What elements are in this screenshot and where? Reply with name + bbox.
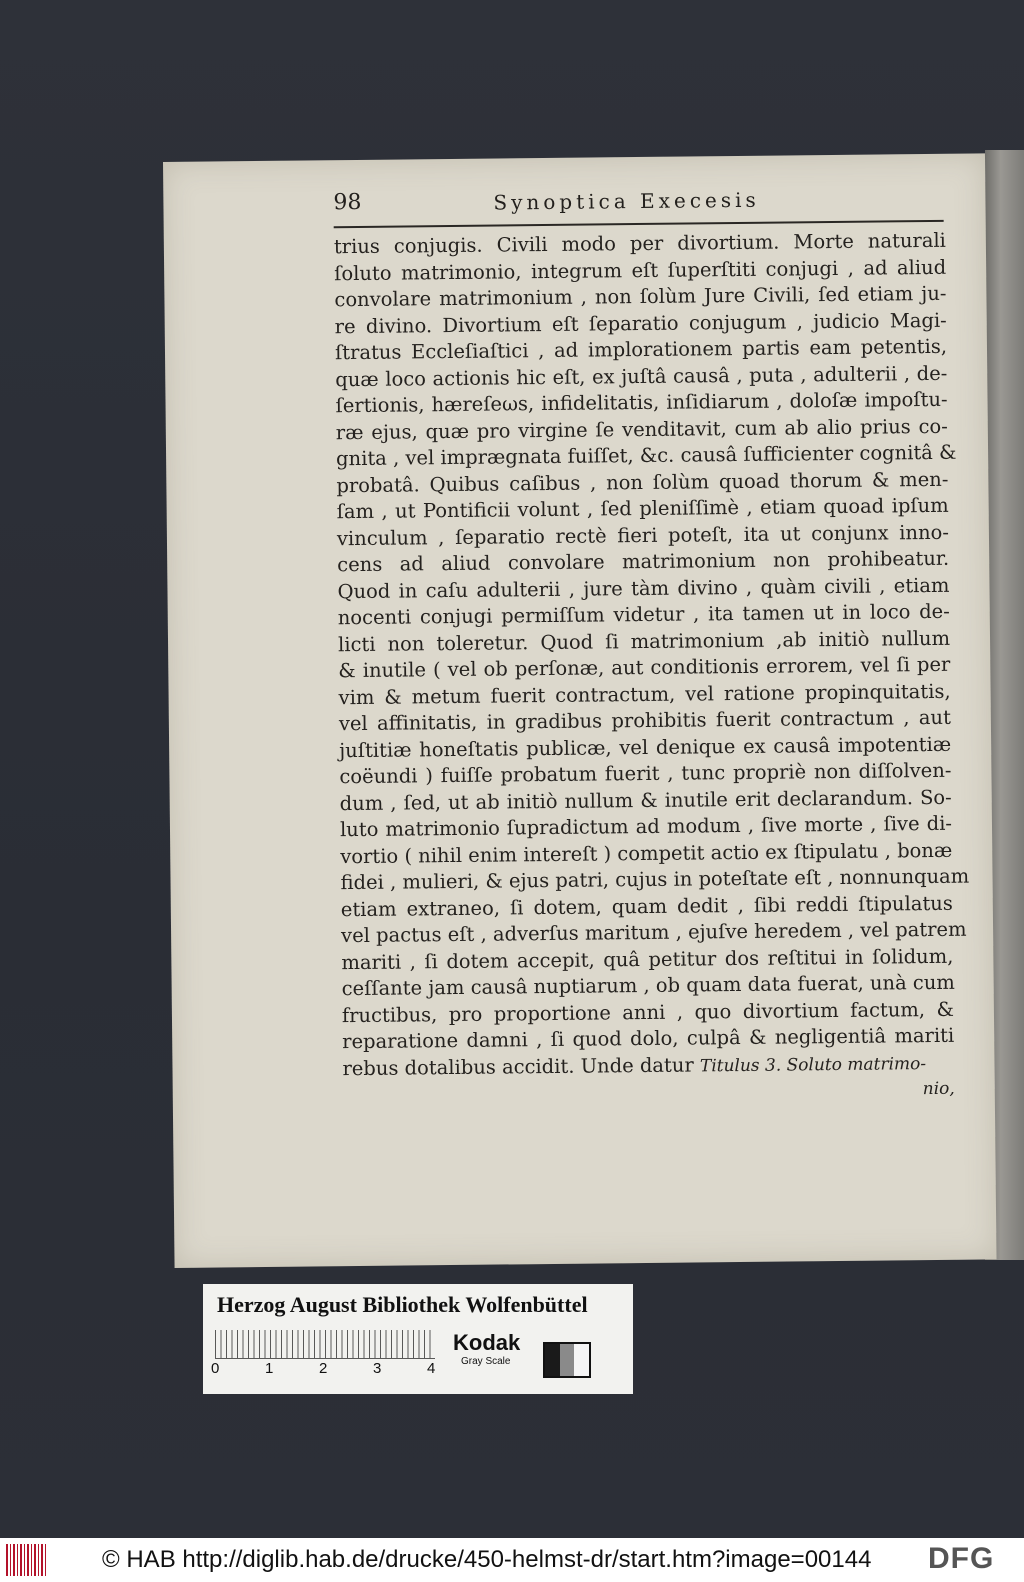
text-line: mariti , ſi dotem accepit, quâ petitur dos reſtitui in ſolidum, [341, 944, 954, 974]
running-head [333, 184, 943, 228]
footer-bar [0, 1538, 1024, 1582]
text-line: nocenti conjugi permiſſum videtur , ita tamen ut in loco de- [337, 599, 950, 630]
kodak-logo: Kodak [453, 1330, 521, 1355]
gray-swatch [545, 1344, 560, 1376]
catchword: nio, [922, 1078, 955, 1100]
text-line: licti non toleretur. Quod ſi matrimonium ,ab initiò nullum [337, 626, 951, 656]
text-line: quæ loco actionis hic eſt, ex juſtâ causâ , puta , adulterii , de- [335, 361, 948, 391]
text-line: ræ ejus, quæ pro virgine ſe venditavit, cum ab alio prius co- [335, 414, 948, 444]
text-line: ſoluto matrimonio, integrum eſt ſuperſtiti conjugi , ad aliud [334, 255, 947, 285]
text-line: fructibus, pro proportione anni , quo divortium factum, & [341, 997, 955, 1027]
final-line-italic: Titulus 3. Soluto matrimo- [699, 1053, 927, 1076]
gray-swatch [560, 1344, 575, 1376]
text-line: ſertionis, hæreſeωs, infidelitatis, inſidiarum , doloſæ impoſtu- [335, 387, 948, 418]
ruler-number: 0 [211, 1360, 220, 1377]
text-line: ſtratus Eccleſiaſtici , ad implorationem partis eam petentis, [334, 334, 948, 365]
text-line: probatâ. Quibus caſibus , non ſolùm quoad thorum & men- [336, 467, 949, 497]
text-line: luto matrimonio ſupradictum ad modum , ſive morte , ſive di- [339, 811, 953, 842]
text-line: reparatione damni , ſi quod dolo, culpâ & negligentiâ mariti [342, 1023, 955, 1054]
ruler-number: 4 [427, 1360, 436, 1377]
library-label [203, 1284, 633, 1394]
text-line: vel affinitatis, in gradibus prohibitis fuerit contractum , aut [338, 705, 951, 736]
text-line: vinculum , ſeparatio rectè fieri poteſt, ita ut conjunx inno- [336, 520, 950, 550]
library-name: Herzog August Bibliothek Wolfenbüttel [217, 1292, 588, 1317]
text-line: dum , ſed, ut ab initiò nullum & inutile erit declarandum. So- [339, 785, 952, 815]
text-line: re divino. Divortium eſt ſeparatio conjugum , judicio Magi- [334, 308, 947, 338]
text-line: vortio ( nihil enim intereſt ) competit actio ex ſtipulatu , bonæ [340, 838, 953, 868]
ruler-number: 3 [373, 1360, 382, 1377]
text-line: etiam extraneo, ſi dotem, quam dedit , ſibi reddi ſtipulatus [340, 891, 953, 921]
text-line: vel pactus eſt , adverſus maritum , ejuſve heredem , vel patrem [340, 917, 967, 948]
text-line: ſam , ut Pontificii volunt , ſed pleniſſimè , etiam quoad ipſum [336, 493, 949, 524]
text-line: juſtitiæ honeſtatis publicæ, vel denique ex causâ impotentiæ [339, 732, 952, 762]
page-number: 98 [333, 189, 362, 216]
text-line: coëundi ) fuiſſe probatum fuerit , tunc propriè non diſſolven- [339, 758, 952, 789]
book-page [163, 153, 997, 1268]
text-line: cens ad aliud convolare matrimonium non prohibeatur. [337, 546, 950, 577]
final-line-text: rebus dotalibus accidit. Unde datur [342, 1052, 694, 1080]
gray-swatch [574, 1344, 589, 1376]
text-line: vim & metum fuerit contractum, vel ratione propinquitatis, [338, 679, 951, 709]
text-line: ceſſante jam causâ nuptiarum , ob quam data fuerat, unà cum [341, 970, 955, 1001]
scale-ruler [215, 1330, 435, 1359]
text-line: gnita , vel imprægnata fuiſſet, &c. causâ ſufficienter cognitâ & [335, 440, 957, 471]
gray-scale-label: Gray Scale [461, 1356, 511, 1367]
dfg-logo: DFG [928, 1542, 995, 1575]
text-line: fidei , mulieri, & ejus patri, cujus in poteſtate eſt , nonnunquam [340, 864, 970, 895]
text-block [333, 228, 970, 1109]
text-line: trius conjugis. Civili modo per divortium. Morte naturali [333, 228, 946, 259]
running-title: Synoptica Execesis [493, 187, 760, 215]
ruler-number: 2 [319, 1360, 328, 1377]
gray-scale-swatches [543, 1342, 591, 1378]
hab-barcode-icon [6, 1544, 46, 1576]
text-line: & inutile ( vel ob perſonæ, aut conditionis errorem, vel ſi per [338, 652, 951, 683]
text-line: convolare matrimonium , non ſolùm Jure Civili, ſed etiam ju- [334, 281, 947, 312]
text-line: Quod in caſu adulterii , jure tàm divino , quàm civili , etiam [337, 573, 950, 603]
footer-copyright-url[interactable]: © HAB http://diglib.hab.de/drucke/450-helmst-dr/start.htm?image=00144 [102, 1546, 872, 1573]
ruler-number: 1 [265, 1360, 274, 1377]
